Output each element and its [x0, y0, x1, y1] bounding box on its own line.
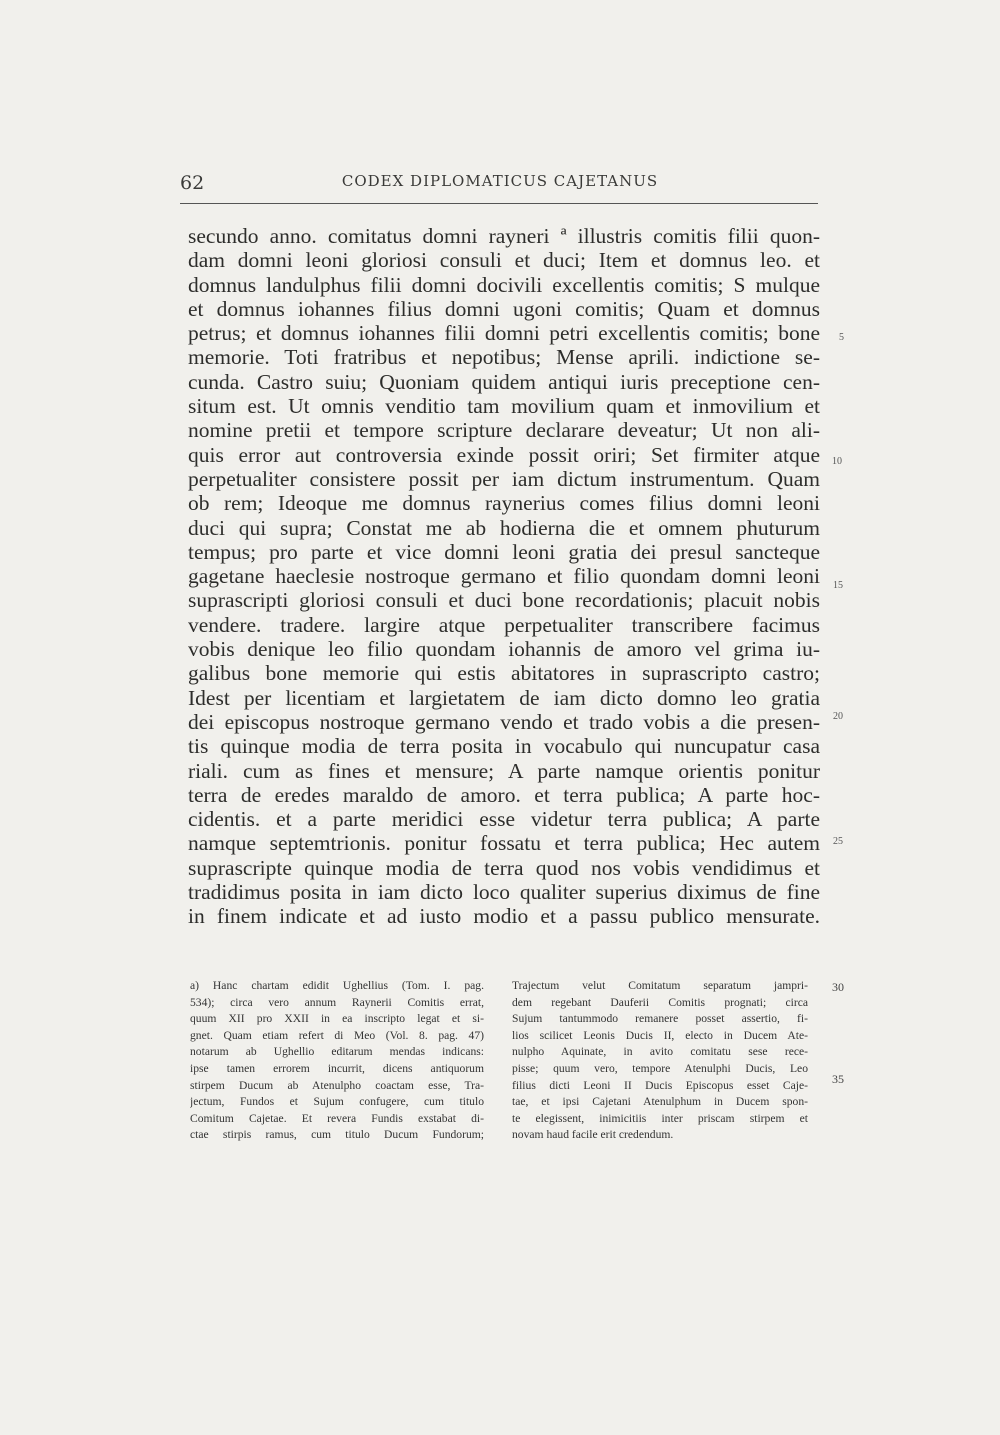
text-line: petrus; et domnus iohannes filii domni petri excellentis comitis; bone: [188, 321, 820, 346]
text-line: duci qui supra; Constat me ab hodierna die et omnem phuturum: [188, 515, 820, 540]
text-line: gagetane haeclesie nostroque germano et filio quondam domni leoni: [188, 564, 820, 589]
text-line: memorie. Toti fratribus et nepotibus; Mense aprili. indictione se-: [188, 345, 820, 370]
footnote-line: stirpem Ducum ab Atenulpho coactam esse, Tra-: [190, 1078, 484, 1092]
line-number: 25: [833, 836, 843, 847]
text-line: perpetualiter consistere possit per iam dictum instrumentum. Quam: [188, 466, 820, 491]
text-line: Idest per licentiam et largietatem de iam dicto domno leo gratia: [188, 685, 820, 710]
footnote-line: gnet. Quam etiam refert di Meo (Vol. 8. pag. 47): [190, 1028, 484, 1042]
footnote-line: Sujum tantummodo remanere posset assertio, fi-: [512, 1012, 808, 1026]
footnote-line: filius dicti Leoni II Ducis Episcopus esset Caje-: [512, 1078, 808, 1092]
line-number: 30: [832, 980, 844, 994]
text-line: et domnus iohannes filius domni ugoni comitis; Quam et domnus: [188, 296, 820, 321]
footnote-left-column: [190, 978, 484, 1144]
text-line: vobis denique leo filio quondam iohannis de amoro vel grima iu-: [188, 637, 820, 662]
footnote-line: tae, et ipsi Cajetani Atenulphum in Ducem spon-: [512, 1095, 808, 1109]
text-line: nomine pretii et tempore scripture declarare deveatur; Ut non ali-: [188, 418, 820, 443]
footnote-line: Trajectum velut Comitatum separatum jampri-: [512, 979, 808, 992]
text-line: terra de eredes maraldo de amoro. et terra publica; A parte hoc-: [188, 782, 820, 807]
text-line: riali. cum as fines et mensure; A parte namque orientis ponitur: [188, 758, 820, 783]
text-line: dei episcopus nostroque germano vendo et trado vobis a die presen-: [188, 709, 820, 734]
text-line: ob rem; Ideoque me domnus raynerius comes filius domni leoni: [188, 491, 820, 516]
footnote-line: novam haud facile erit credendum.: [512, 1128, 674, 1142]
text-line: secundo anno. comitatus domni rayneri ª illustris comitis filii quon-: [188, 224, 820, 248]
page-number: 62: [180, 172, 205, 194]
footnote-line: ipse tamen errorem incurrit, dicens antiquorum: [190, 1061, 484, 1075]
text-line: tradidimus posita in iam dicto loco qualiter superius diximus de fine: [188, 880, 820, 905]
footnote-line: ctae stirpis ramus, cum titulo Ducum Fundorum;: [190, 1128, 484, 1142]
running-title: CODEX DIPLOMATICUS CAJETANUS: [341, 172, 659, 190]
text-line: galibus bone memorie qui estis abitatores in suprascripto castro;: [188, 661, 820, 686]
footnote-right-column: [512, 978, 808, 1144]
footnote-line: jectum, Fundos et Sujum confugere, cum titulo: [190, 1095, 484, 1109]
footnote-line: a) Hanc chartam edidit Ughellius (Tom. I. pag.: [190, 979, 484, 992]
text-line: domnus landulphus filii domni docivili excellentis comitis; S mulque: [188, 272, 820, 297]
line-number: 20: [833, 711, 843, 722]
text-line: tis quinque modia de terra posita in vocabulo qui nuncupatur casa: [188, 734, 820, 759]
text-line: suprascripte quinque modia de terra quod nos vobis vendidimus et: [188, 855, 820, 880]
line-number: 35: [832, 1072, 844, 1086]
text-line: namque septemtrionis. ponitur fossatu et terra publica; Hec autem: [188, 831, 820, 856]
footnote-line: 534); circa vero annum Raynerii Comitis errat,: [190, 995, 484, 1009]
text-line: cidentis. et a parte meridici esse videtur terra publica; A parte: [188, 807, 820, 832]
footnote-line: quum XII pro XXII in ea inscripto legat et si-: [190, 1012, 484, 1026]
text-line: dam domni leoni gloriosi consuli et duci; Item et domnus leo. et: [188, 248, 820, 273]
footnote-line: Comitum Cajetae. Et revera Fundis exstabat di-: [190, 1111, 484, 1125]
line-number: 15: [833, 580, 843, 591]
footnote-line: notarum ab Ughellio editarum mendas indicans:: [190, 1045, 484, 1059]
text-line: suprascripti gloriosi consuli et duci bone recordationis; placuit nobis: [188, 588, 820, 613]
text-line: quis error aut controversia exinde possit oriri; Set firmiter atque: [188, 442, 820, 467]
line-number: 5: [839, 332, 844, 343]
line-number: 10: [832, 456, 842, 467]
footnote-line: dem regebant Dauferii Comitis prognati; circa: [512, 995, 808, 1009]
text-line: situm est. Ut omnis venditio tam movilium quam et inmovilium et: [188, 394, 820, 419]
text-line: vendere. tradere. largire atque perpetualiter transcribere facimus: [188, 612, 820, 637]
text-line: cunda. Castro suiu; Quoniam quidem antiqui iuris preceptione cen-: [188, 369, 820, 394]
footnote-line: lios scilicet Leonis Ducis II, electo in Ducem Ate-: [512, 1028, 808, 1042]
footnote-line: nulpho Aquinate, in avito comitatu sese rece-: [512, 1045, 808, 1059]
main-text: [188, 224, 820, 929]
footnote-line: pisse; quum vero, tempore Atenulphi Ducis, Leo: [512, 1061, 808, 1075]
footnote-line: te elegissent, inimicitiis inter priscam stirpem et: [512, 1111, 808, 1125]
text-line: in finem indicate et ad iusto modio et a passu publico mensurate.: [188, 904, 820, 929]
text-line: tempus; pro parte et vice domni leoni gratia dei presul sancteque: [188, 539, 820, 564]
header-rule: [180, 203, 818, 204]
